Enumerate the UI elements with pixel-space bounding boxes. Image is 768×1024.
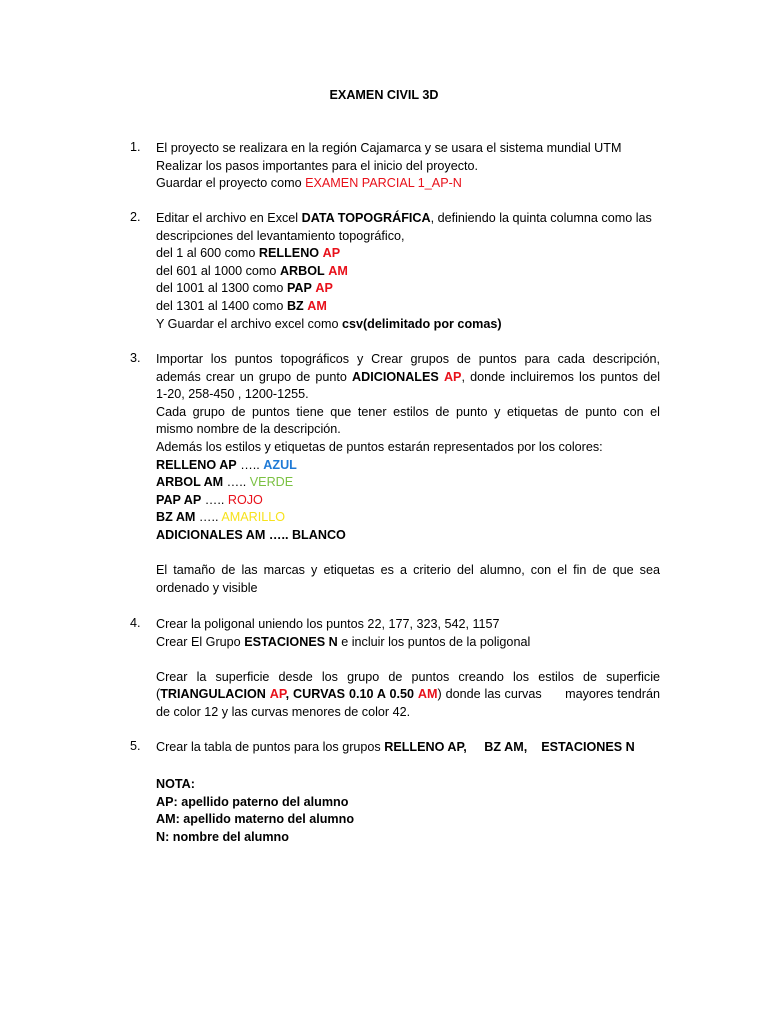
text: …..: [236, 457, 264, 472]
text-bold: , CURVAS 0.10 A 0.50: [285, 687, 414, 702]
text: …..: [195, 510, 222, 525]
text-bold: ESTACIONES N: [244, 634, 338, 649]
text: del 601 al 1000 como: [156, 263, 280, 278]
color-arbol: [156, 474, 660, 492]
item2-line2: descripciones del levantamiento topográfico,: [156, 228, 405, 243]
project-name-highlight: EXAMEN PARCIAL 1_AP-N: [305, 176, 462, 191]
text-bold: ADICIONALES: [352, 369, 439, 384]
text-red: AP: [322, 246, 341, 261]
item-number: 1.: [130, 140, 141, 154]
item3-line4: Cada grupo de puntos tiene que tener estilos de punto y etiquetas de punto con el: [156, 404, 660, 419]
color-verde: VERDE: [249, 475, 294, 490]
item3-line1: Importar los puntos topográficos y Crear grupos de puntos para cada descripción,: [156, 352, 660, 366]
text-bold: RELLENO: [258, 246, 320, 261]
item4-line2: [156, 634, 660, 652]
item-number: 4.: [130, 616, 141, 630]
text: Editar el archivo en Excel: [156, 211, 302, 225]
text: Y Guardar el archivo excel como: [156, 316, 342, 331]
list-item-5: [130, 739, 660, 757]
item3-line5: mismo nombre de la descripción.: [156, 422, 341, 437]
list-item-1: [130, 140, 660, 193]
range-arbol: [156, 263, 660, 281]
text-bold: PAP AP: [156, 492, 202, 507]
range-relleno: [156, 245, 660, 263]
text: ) donde las curvas mayores tendrán: [437, 687, 661, 702]
text-bold: ARBOL AM: [156, 475, 224, 490]
text: del 1301 al 1400 como: [156, 298, 287, 313]
note-heading: NOTA:: [156, 777, 195, 791]
text: del 1001 al 1300 como: [156, 281, 287, 296]
item1-line2: Realizar los pasos importantes para el inicio del proyecto.: [156, 158, 479, 173]
color-adicionales: [156, 527, 660, 545]
item1-line1: El proyecto se realizara en la región Cajamarca y se usara el sistema mundial UTM: [156, 141, 622, 155]
text: además crear un grupo de punto: [156, 369, 353, 384]
range-bz: [156, 298, 660, 316]
text-bold: TRIANGULACION: [160, 687, 266, 702]
item-number: 5.: [130, 739, 141, 753]
note-n: N: nombre del alumno: [156, 829, 289, 844]
item3-line3: 1-20, 258-450 , 1200-1255.: [156, 387, 309, 402]
text-red: AM: [307, 298, 327, 313]
item2-line1: [156, 210, 660, 228]
filename-bold: DATA TOPOGRÁFICA: [301, 211, 431, 225]
color-bz: [156, 509, 660, 527]
text: …..: [223, 475, 250, 490]
text: del 1 al 600 como: [156, 246, 259, 261]
text-bold: csv(delimitado por comas): [341, 316, 502, 331]
document-title: EXAMEN CIVIL 3D: [329, 88, 439, 102]
text-bold: RELLENO AP, BZ AM, ESTACIONES N: [384, 740, 635, 754]
text-red: AP: [315, 281, 333, 296]
item3-line12: El tamaño de las marcas y etiquetas es a criterio del alumno, con el fin de que sea: [156, 563, 660, 578]
text: , definiendo la quinta columna como las: [430, 211, 652, 225]
text-red: AP: [269, 687, 286, 702]
item4-line1: Crear la poligonal uniendo los puntos 22, 177, 323, 542, 1157: [156, 617, 500, 631]
text: e incluir los puntos de la poligonal: [337, 634, 531, 649]
text: …..: [201, 492, 228, 507]
text-bold: PAP: [286, 281, 312, 296]
text-bold: ADICIONALES AM ….. BLANCO: [156, 527, 346, 542]
note-ap: AP: apellido paterno del alumno: [156, 794, 349, 809]
color-amarillo: AMARILLO: [221, 510, 286, 525]
text-bold: RELLENO AP: [156, 457, 237, 472]
item-number: 3.: [130, 351, 141, 365]
item-number: 2.: [130, 210, 141, 224]
text-red: AM: [417, 687, 438, 702]
item1-line3-text: Guardar el proyecto como: [156, 176, 306, 191]
item1-line3: [156, 175, 660, 193]
list-item-3: [130, 351, 660, 597]
text: , donde incluiremos los puntos del: [461, 369, 661, 384]
color-relleno: [156, 457, 660, 475]
text: Crear El Grupo: [156, 634, 245, 649]
text: (: [156, 687, 161, 702]
text-bold: BZ: [286, 298, 304, 313]
item2-line7: [156, 316, 660, 334]
item4-line5: de color 12 y las curvas menores de color 42.: [156, 704, 411, 719]
color-rojo: ROJO: [227, 492, 263, 507]
color-pap: [156, 492, 660, 510]
color-azul: AZUL: [263, 457, 297, 472]
item5-line1: [156, 739, 660, 757]
text-red: AP: [443, 369, 462, 384]
note-am: AM: apellido materno del alumno: [156, 812, 355, 827]
item4-line3: Crear la superficie desde los grupo de puntos creando los estilos de superficie: [156, 669, 660, 684]
list-item-4: [130, 616, 660, 722]
range-pap: [156, 280, 660, 298]
list-item-2: [130, 210, 660, 333]
note-block: [156, 776, 354, 846]
text: Crear la tabla de puntos para los grupos: [156, 740, 385, 754]
item3-line13: ordenado y visible: [156, 580, 258, 595]
text-bold: ARBOL: [279, 263, 325, 278]
item3-line2: [156, 369, 660, 387]
text-bold: BZ AM: [156, 510, 196, 525]
text-red: AM: [328, 263, 348, 278]
item4-line4: [156, 686, 660, 704]
item3-line6: Además los estilos y etiquetas de puntos estarán representados por los colores:: [156, 439, 603, 454]
